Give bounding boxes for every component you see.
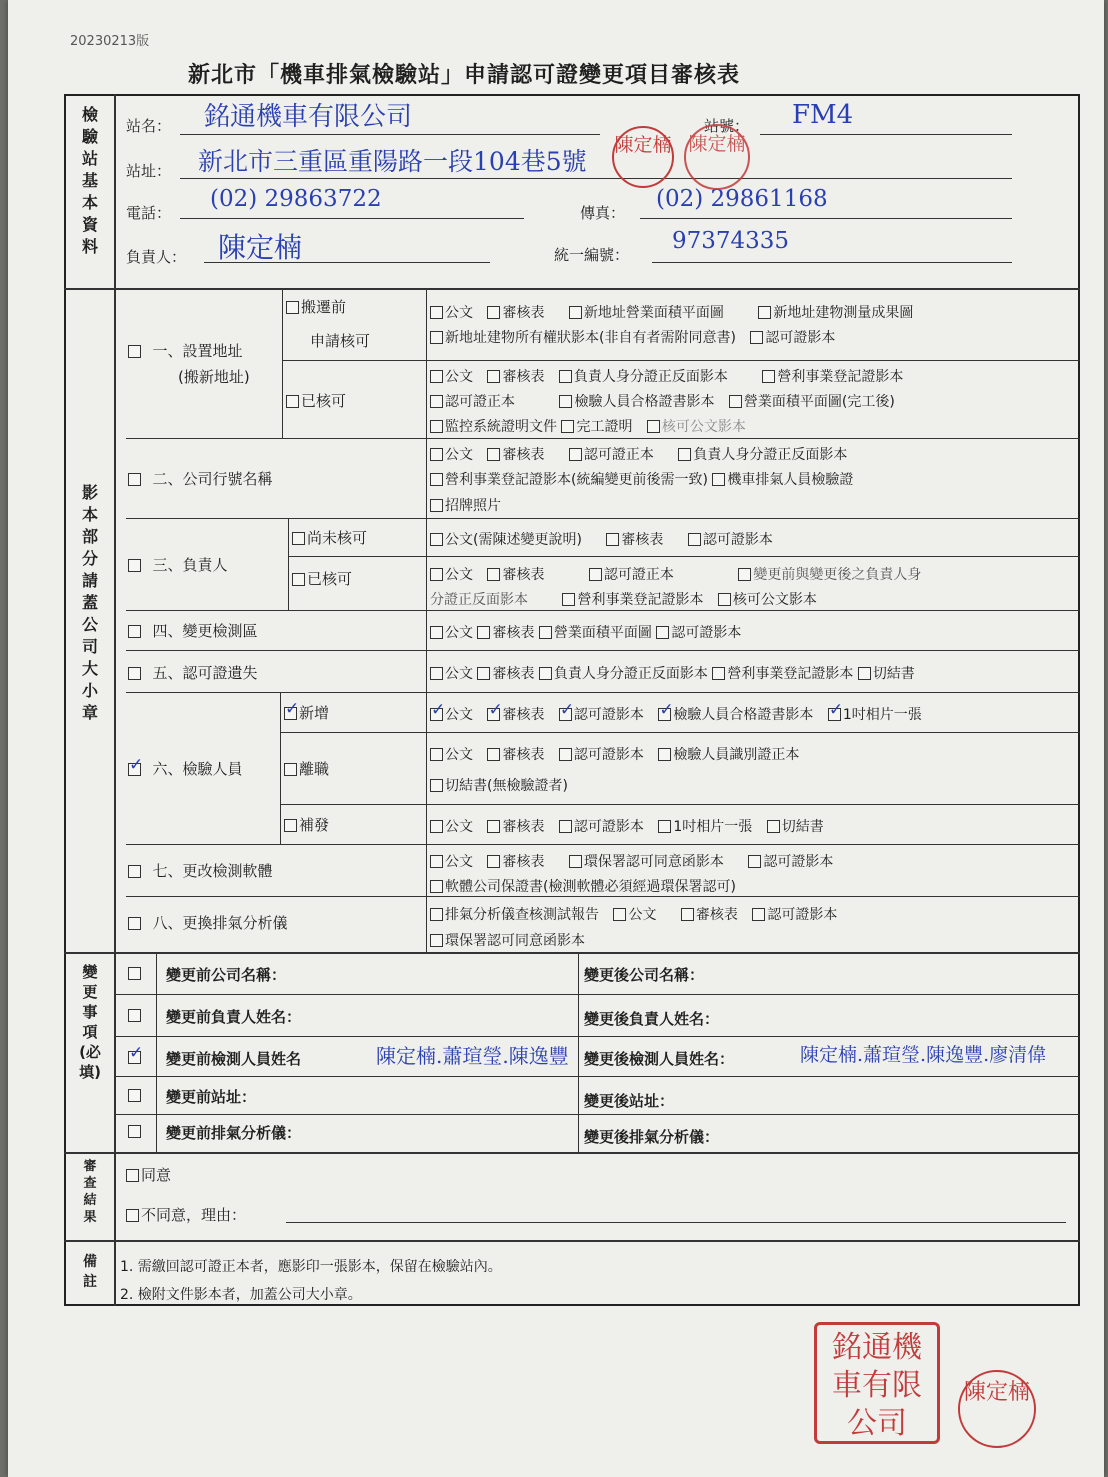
divider [126,844,1080,845]
sub-not-yet[interactable]: 尚未核可 [292,527,367,548]
divider [64,952,1080,954]
checkbox[interactable] [286,395,299,408]
divider [280,732,1080,733]
address-value: 新北市三重區重陽路一段104巷5號 [198,147,587,176]
form-version: 20230213版 [70,34,150,49]
category-cert-lost[interactable]: 五、認可證遺失 [128,662,258,683]
divider [64,288,1080,290]
doc-row: 公文 審核表 新地址營業面積平面圖 新地址建物測量成果圖 [430,302,913,322]
checkbox[interactable] [128,473,141,486]
underline [640,218,1012,219]
change-before-label: 變更前負責人姓名： [166,1008,302,1026]
category-owner[interactable]: 三、負責人 [128,554,228,575]
remark-line: 2. 檢附文件影本者，加蓋公司大小章。 [120,1287,362,1303]
checkbox[interactable] [128,865,141,878]
change-row-analyzer [128,1122,143,1140]
station-name-value: 銘通機車有限公司 [204,102,413,132]
change-row-inspector [128,1048,143,1066]
tax-id-value: 97374335 [672,228,790,254]
doc-row: 公文 審核表 負責人身分證正反面影本 營利事業登記證影本 切結書 [430,663,915,683]
underline [180,218,524,219]
category-address[interactable]: 一、設置地址 [128,340,243,361]
owner-label: 負責人： [126,248,187,266]
divider [280,692,281,844]
divider [282,288,283,438]
category-test-area[interactable]: 四、變更檢測區 [128,620,258,641]
checkbox[interactable] [128,625,141,638]
underline [652,262,1012,263]
checkbox[interactable] [128,345,141,358]
doc-row: 切結書(無檢驗證者) [430,775,568,795]
doc-row: 新地址建物所有權狀影本(非自有者需附同意書) 認可證影本 [430,327,835,347]
checkbox[interactable] [126,1209,139,1222]
sub-approved-2[interactable]: 已核可 [292,568,352,589]
divider [280,804,1080,805]
divider [288,518,289,610]
doc-row: 公文 審核表 認可證正本 變更前與變更後之負責人身 [430,564,921,584]
section-label-review: 審查結果 [83,1159,97,1225]
checkbox[interactable] [128,967,141,980]
tax-id-label: 統一編號： [554,246,630,264]
checkbox[interactable] [292,573,305,586]
divider [114,994,1080,995]
sub-approved[interactable]: 已核可 [286,390,346,411]
section-label-remarks: 備註 [83,1254,97,1290]
form-paper [8,0,1104,1477]
review-agree[interactable]: 同意 [126,1164,171,1185]
divider [126,692,1080,693]
section-label-copies: 影本部分請蓋公司大小章 [81,483,98,722]
divider [156,952,157,1152]
change-after-value: 陳定楠.蕭瑄瑩.陳逸豐.廖清偉 [800,1044,1047,1066]
divider [426,288,427,952]
doc-row: 公文 審核表 營業面積平面圖 認可證影本 [430,622,741,642]
checkbox[interactable] [284,819,297,832]
doc-row: 排氣分析儀查核測試報告 公文 審核表 認可證影本 [430,904,837,924]
divider [114,1076,1080,1077]
checkbox[interactable] [128,1009,141,1022]
person-seal: 陳定楠 [958,1370,1036,1448]
doc-row: ✓公文 ✓ 審核表 ✓ 認可證影本 ✓ 檢驗人員合格證書影本 ✓ 1吋相片一張 [430,704,922,724]
checkbox[interactable] [292,532,305,545]
divider [288,556,1080,557]
change-row-company [128,964,143,982]
section-label-basic: 檢驗站基本資料 [81,105,98,256]
remark-line: 1. 需繳回認可證正本者，應影印一張影本，保留在檢驗站內。 [120,1259,502,1275]
phone-value: (02) 29863722 [210,186,382,212]
person-seal: 陳定楠 [684,124,750,190]
change-after-label: 變更後檢測人員姓名： [584,1050,735,1068]
category-analyzer[interactable]: 八、更換排氣分析儀 [128,912,288,933]
change-row-address [128,1086,143,1104]
category-inspector[interactable]: ✓ 六、檢驗人員 [128,758,243,779]
fax-value: (02) 29861168 [656,186,828,212]
phone-label: 電話： [126,204,172,222]
checkbox[interactable] [128,559,141,572]
change-after-label: 變更後站址： [584,1092,675,1110]
divider [64,1152,1080,1154]
sub-leave[interactable]: 離職 [284,758,329,779]
company-seal: 銘通機車有限公司 [814,1322,940,1444]
divider [126,896,1080,897]
divider [126,610,1080,611]
category-address-sublabel: (搬新地址) [178,368,250,386]
divider [114,94,116,1306]
change-before-label: 變更前公司名稱： [166,966,287,984]
doc-row: 公文(需陳述變更說明) 審核表 認可證影本 [430,529,773,549]
underline [180,134,600,135]
checkbox[interactable] [284,763,297,776]
change-before-label: 變更前站址： [166,1088,257,1106]
sub-move-before[interactable]: 搬遷前 [286,296,346,317]
address-label: 站址： [126,162,172,180]
station-no-label: 站號： [704,117,750,135]
divider [114,1036,1080,1037]
doc-row: 公文 審核表 認可證影本 檢驗人員識別證正本 [430,744,799,764]
checkbox-checked[interactable] [128,763,141,776]
category-company-name[interactable]: 二、公司行號名稱 [128,468,273,489]
divider [114,1114,1080,1115]
change-before-label: 變更前排氣分析儀： [166,1124,302,1142]
station-name-label: 站名： [126,117,172,135]
sub-add[interactable]: ✓新增 [284,702,329,723]
person-seal: 陳定楠 [612,126,674,188]
doc-row: 公文 審核表 認可證正本 負責人身分證正反面影本 [430,444,847,464]
checkbox[interactable] [128,1089,141,1102]
doc-row: 認可證正本 檢驗人員合格證書影本 營業面積平面圖(完工後) [430,391,895,411]
change-after-label: 變更後負責人姓名： [584,1010,720,1028]
change-before-value: 陳定楠.蕭瑄瑩.陳逸豐 [376,1044,569,1068]
divider [126,438,1080,439]
station-no-value: FM4 [792,100,854,130]
checkbox[interactable] [286,301,299,314]
change-after-label: 變更後公司名稱： [584,966,705,984]
doc-row: 軟體公司保證書(檢測軟體必須經過環保署認可) [430,876,736,896]
doc-row: 分證正反面影本 營利事業登記證影本 核可公文影本 [430,592,817,608]
sub-move-before-2: 申請核可 [310,332,371,350]
underline [286,1222,1066,1223]
divider [64,1240,1080,1242]
underline [204,262,490,263]
change-row-owner [128,1006,143,1024]
doc-row: 公文 審核表 負責人身分證正反面影本 營利事業登記證影本 [430,366,903,386]
divider [578,952,579,1152]
sub-reissue[interactable]: 補發 [284,814,329,835]
underline [180,178,1012,179]
checkbox[interactable] [126,1169,139,1182]
change-after-label: 變更後排氣分析儀： [584,1128,720,1146]
doc-row: 環保署認可同意函影本 [430,930,585,950]
checkbox[interactable] [128,917,141,930]
review-disagree[interactable]: 不同意，理由： [126,1204,246,1225]
fax-label: 傳真： [580,204,626,222]
form-title: 新北市「機車排氣檢驗站」申請認可證變更項目審核表 [188,63,741,88]
owner-value: 陳定楠 [218,231,303,264]
divider [126,650,1080,651]
doc-row: 營利事業登記證影本(統編變更前後需一致) 機車排氣人員檢驗證 [430,469,853,489]
doc-row: 監控系統證明文件 完工證明 核可公文影本 [430,416,746,436]
underline [760,134,1012,135]
divider [282,360,1080,361]
doc-row: 招牌照片 [430,495,501,515]
section-label-changes: 變更事項(必填) [79,963,101,1081]
checkbox[interactable] [128,1125,141,1138]
checkbox[interactable] [128,667,141,680]
checkbox-checked[interactable] [128,1051,141,1064]
category-software[interactable]: 七、更改檢測軟體 [128,860,273,881]
doc-row: 公文 審核表 認可證影本 1吋相片一張 切結書 [430,816,824,836]
divider [126,518,1080,519]
checkbox-checked[interactable] [284,707,297,720]
change-before-label: 變更前檢測人員姓名 [166,1050,302,1068]
doc-row: 公文 審核表 環保署認可同意函影本 認可證影本 [430,851,833,871]
